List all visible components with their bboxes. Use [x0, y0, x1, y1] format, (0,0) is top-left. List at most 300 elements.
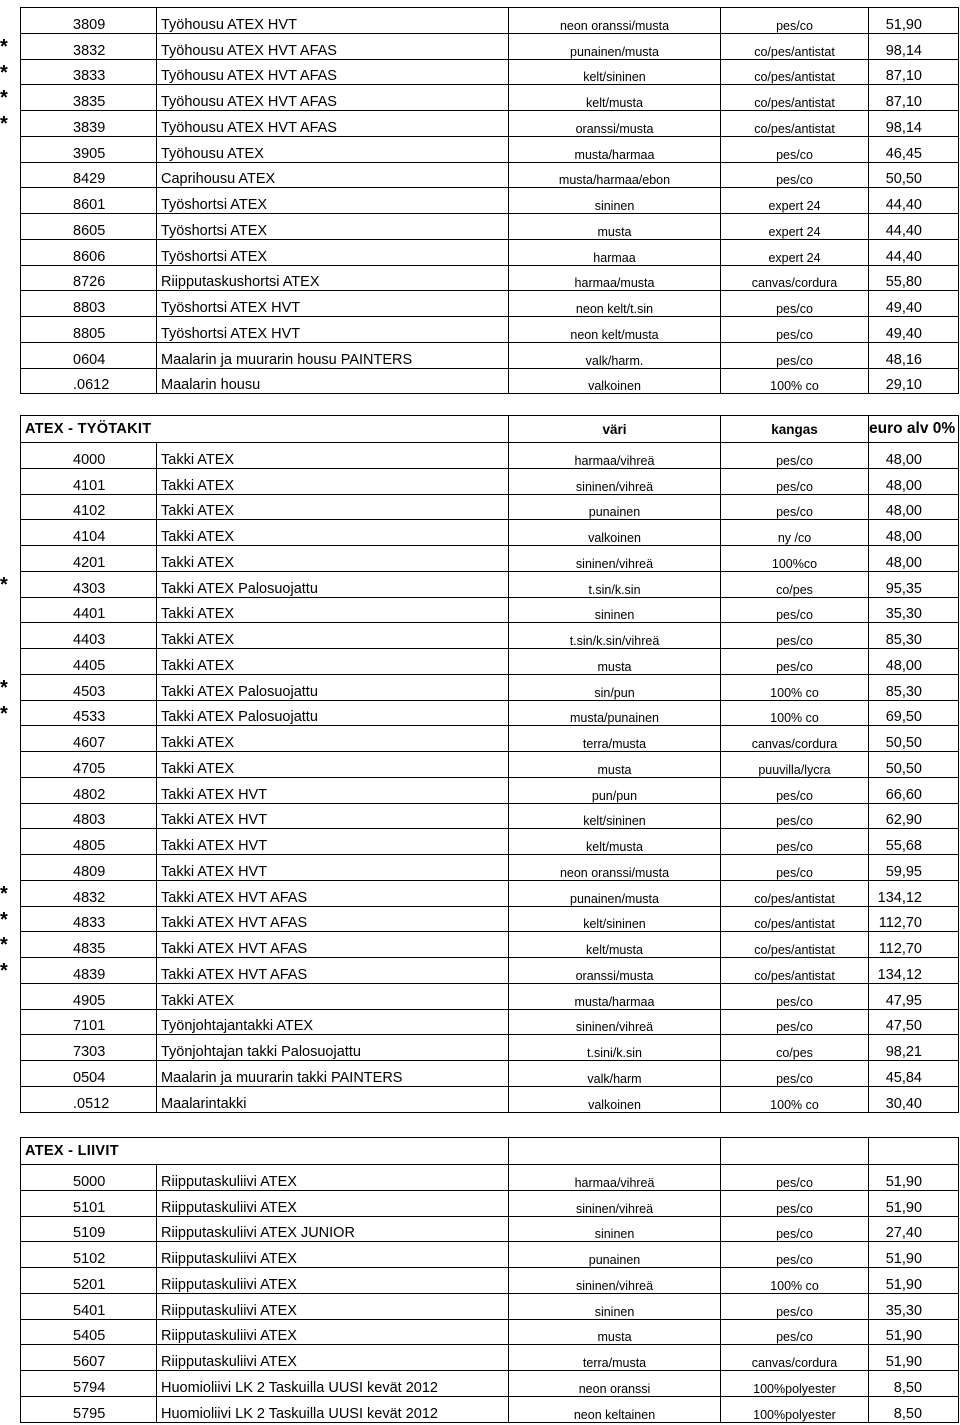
product-fabric: pes/co [721, 1293, 869, 1319]
product-color: musta [509, 649, 721, 675]
product-price: 112,70 [869, 932, 959, 958]
product-color: valk/harm. [509, 342, 721, 368]
star-marker: * [0, 676, 8, 699]
section-title: ATEX - TYÖTAKIT [21, 416, 509, 443]
table-row [21, 855, 959, 881]
product-price: 98,14 [869, 33, 959, 59]
product-fabric: expert 24 [721, 214, 869, 240]
table-row [21, 239, 959, 265]
product-code: 7303 [21, 1035, 157, 1061]
section-title: ATEX - LIIVIT [21, 1138, 509, 1165]
table-row [21, 136, 959, 162]
product-price: 45,84 [869, 1061, 959, 1087]
product-name: Takki ATEX [157, 726, 509, 752]
product-color: musta/punainen [509, 700, 721, 726]
product-code: 4839 [21, 958, 157, 984]
product-price: 51,90 [869, 1268, 959, 1294]
product-code: 4833 [21, 906, 157, 932]
product-fabric: pes/co [721, 983, 869, 1009]
product-name: Takki ATEX HVT [157, 829, 509, 855]
product-price: 29,10 [869, 368, 959, 394]
product-fabric: 100%co [721, 546, 869, 572]
product-name: Takki ATEX [157, 623, 509, 649]
product-price: 69,50 [869, 700, 959, 726]
table-row [21, 59, 959, 85]
product-name: Riipputaskuliivi ATEX [157, 1293, 509, 1319]
product-price: 44,40 [869, 188, 959, 214]
table-row [21, 880, 959, 906]
product-price: 49,40 [869, 291, 959, 317]
product-fabric: pes/co [721, 162, 869, 188]
product-name: Takki ATEX Palosuojattu [157, 571, 509, 597]
product-code: 4805 [21, 829, 157, 855]
product-code: 0604 [21, 342, 157, 368]
product-code: 4401 [21, 597, 157, 623]
star-marker: * [0, 61, 8, 84]
product-price: 62,90 [869, 803, 959, 829]
product-price: 48,00 [869, 520, 959, 546]
table-row [21, 958, 959, 984]
product-color: oranssi/musta [509, 958, 721, 984]
table-row [21, 214, 959, 240]
product-name: Työhousu ATEX HVT AFAS [157, 33, 509, 59]
product-name: Huomioliivi LK 2 Taskuilla UUSI kevät 2012 [157, 1371, 509, 1397]
product-color: neon keltainen [509, 1396, 721, 1422]
product-code: 4809 [21, 855, 157, 881]
product-name: Työhousu ATEX HVT [157, 8, 509, 34]
table-row [21, 726, 959, 752]
product-price: 51,90 [869, 8, 959, 34]
product-code: 0504 [21, 1061, 157, 1087]
product-code: 4533 [21, 700, 157, 726]
table-row [21, 906, 959, 932]
product-price: 51,90 [869, 1242, 959, 1268]
product-fabric: 100% co [721, 674, 869, 700]
product-code: 4104 [21, 520, 157, 546]
table-row [21, 649, 959, 675]
section-table-takit [20, 415, 959, 1113]
product-price: 51,90 [869, 1190, 959, 1216]
table-row [21, 85, 959, 111]
product-fabric: pes/co [721, 649, 869, 675]
product-name: Riipputaskuliivi ATEX [157, 1268, 509, 1294]
product-price: 98,14 [869, 111, 959, 137]
product-name: Riipputaskuliivi ATEX [157, 1242, 509, 1268]
product-color: neon kelt/t.sin [509, 291, 721, 317]
product-color: punainen [509, 1242, 721, 1268]
product-name: Työnjohtajantakki ATEX [157, 1009, 509, 1035]
product-name: Takki ATEX HVT AFAS [157, 906, 509, 932]
product-fabric: 100% co [721, 700, 869, 726]
table-row [21, 468, 959, 494]
product-code: 8726 [21, 265, 157, 291]
product-price: 51,90 [869, 1345, 959, 1371]
product-code: 3839 [21, 111, 157, 137]
product-code: 4000 [21, 443, 157, 469]
table-row [21, 983, 959, 1009]
product-code: 3832 [21, 33, 157, 59]
product-color: sin/pun [509, 674, 721, 700]
product-color: neon kelt/musta [509, 317, 721, 343]
product-name: Riipputaskuliivi ATEX [157, 1165, 509, 1191]
table-row [21, 162, 959, 188]
product-code: 4705 [21, 752, 157, 778]
table-row [21, 932, 959, 958]
table-row [21, 291, 959, 317]
product-name: Takki ATEX HVT AFAS [157, 932, 509, 958]
table-row [21, 317, 959, 343]
table-row [21, 571, 959, 597]
product-color: t.sini/k.sin [509, 1035, 721, 1061]
product-code: 4802 [21, 777, 157, 803]
product-name: Caprihousu ATEX [157, 162, 509, 188]
table-row [21, 494, 959, 520]
product-code: 4201 [21, 546, 157, 572]
product-fabric: 100% co [721, 1086, 869, 1112]
product-color: musta/harmaa [509, 136, 721, 162]
product-fabric: pes/co [721, 803, 869, 829]
product-name: Takki ATEX [157, 649, 509, 675]
product-color: valkoinen [509, 1086, 721, 1112]
product-price: 46,45 [869, 136, 959, 162]
product-color: sininen [509, 188, 721, 214]
product-fabric: pes/co [721, 494, 869, 520]
column-header-fabric [721, 1138, 869, 1165]
star-marker: * [0, 960, 8, 982]
product-fabric: canvas/cordura [721, 265, 869, 291]
product-color: kelt/musta [509, 85, 721, 111]
product-price: 98,21 [869, 1035, 959, 1061]
product-name: Työshortsi ATEX HVT [157, 291, 509, 317]
table-row [21, 111, 959, 137]
product-color: terra/musta [509, 726, 721, 752]
product-name: Takki ATEX HVT [157, 777, 509, 803]
table-row [21, 803, 959, 829]
column-header-price [869, 1138, 959, 1165]
product-name: Maalarin ja muurarin takki PAINTERS [157, 1061, 509, 1087]
table-row [21, 1396, 959, 1422]
product-price: 87,10 [869, 59, 959, 85]
product-code: 5607 [21, 1345, 157, 1371]
table-row [21, 700, 959, 726]
table-row [21, 546, 959, 572]
table-row [21, 1242, 959, 1268]
product-price: 134,12 [869, 880, 959, 906]
table-row [21, 33, 959, 59]
product-code: 7101 [21, 1009, 157, 1035]
product-name: Työhousu ATEX HVT AFAS [157, 111, 509, 137]
product-code: 5401 [21, 1293, 157, 1319]
product-fabric: canvas/cordura [721, 1345, 869, 1371]
product-code: 3835 [21, 85, 157, 111]
table-row [21, 597, 959, 623]
product-code: 5201 [21, 1268, 157, 1294]
product-fabric: pes/co [721, 777, 869, 803]
product-price: 8,50 [869, 1396, 959, 1422]
product-code: 5101 [21, 1190, 157, 1216]
product-name: Riipputaskushortsi ATEX [157, 265, 509, 291]
product-color: sininen/vihreä [509, 1009, 721, 1035]
product-code: 5795 [21, 1396, 157, 1422]
product-color: t.sin/k.sin/vihreä [509, 623, 721, 649]
table-row [21, 8, 959, 34]
table-row [21, 1086, 959, 1112]
star-marker: * [0, 35, 8, 58]
product-name: Työshortsi ATEX [157, 188, 509, 214]
column-header-fabric: kangas [721, 416, 869, 443]
product-name: Riipputaskuliivi ATEX [157, 1190, 509, 1216]
product-color: kelt/musta [509, 932, 721, 958]
product-fabric: pes/co [721, 1190, 869, 1216]
product-code: 3905 [21, 136, 157, 162]
product-code: 5405 [21, 1319, 157, 1345]
column-header-price: euro alv 0% [869, 416, 959, 443]
product-color: punainen/musta [509, 33, 721, 59]
product-fabric: pes/co [721, 623, 869, 649]
product-name: Takki ATEX [157, 468, 509, 494]
table-row [21, 752, 959, 778]
product-code: 8805 [21, 317, 157, 343]
product-color: valkoinen [509, 368, 721, 394]
product-name: Takki ATEX [157, 546, 509, 572]
product-name: Työnjohtajan takki Palosuojattu [157, 1035, 509, 1061]
product-fabric: puuvilla/lycra [721, 752, 869, 778]
product-name: Takki ATEX [157, 983, 509, 1009]
product-name: Riipputaskuliivi ATEX JUNIOR [157, 1216, 509, 1242]
product-price: 47,50 [869, 1009, 959, 1035]
section-table-liivit [20, 1137, 959, 1423]
product-price: 66,60 [869, 777, 959, 803]
product-name: Takki ATEX HVT [157, 855, 509, 881]
product-fabric: 100%polyester [721, 1396, 869, 1422]
product-name: Takki ATEX Palosuojattu [157, 674, 509, 700]
product-code: 5109 [21, 1216, 157, 1242]
product-price: 59,95 [869, 855, 959, 881]
product-code: 8803 [21, 291, 157, 317]
product-name: Takki ATEX Palosuojattu [157, 700, 509, 726]
product-name: Takki ATEX [157, 752, 509, 778]
product-code: 4303 [21, 571, 157, 597]
product-code: 4102 [21, 494, 157, 520]
product-code: 4101 [21, 468, 157, 494]
star-marker: * [0, 573, 8, 596]
product-name: Työshortsi ATEX HVT [157, 317, 509, 343]
table-row [21, 1216, 959, 1242]
product-name: Työshortsi ATEX [157, 214, 509, 240]
product-price: 30,40 [869, 1086, 959, 1112]
product-price: 44,40 [869, 239, 959, 265]
product-fabric: pes/co [721, 1319, 869, 1345]
product-price: 48,00 [869, 494, 959, 520]
column-header-color [509, 1138, 721, 1165]
table-row [21, 520, 959, 546]
product-color: terra/musta [509, 1345, 721, 1371]
product-price: 55,68 [869, 829, 959, 855]
product-color: punainen [509, 494, 721, 520]
star-marker: * [0, 702, 8, 725]
product-color: valkoinen [509, 520, 721, 546]
product-fabric: pes/co [721, 829, 869, 855]
product-code: 4832 [21, 880, 157, 906]
product-price: 50,50 [869, 752, 959, 778]
product-name: Takki ATEX HVT AFAS [157, 958, 509, 984]
table-row [21, 368, 959, 394]
product-price: 35,30 [869, 597, 959, 623]
product-code: 4803 [21, 803, 157, 829]
product-fabric: co/pes/antistat [721, 111, 869, 137]
table-row [21, 1371, 959, 1397]
product-code: 4607 [21, 726, 157, 752]
product-code: .0612 [21, 368, 157, 394]
table-row [21, 1190, 959, 1216]
product-price: 44,40 [869, 214, 959, 240]
product-fabric: expert 24 [721, 239, 869, 265]
product-fabric: canvas/cordura [721, 726, 869, 752]
product-color: neon oranssi/musta [509, 8, 721, 34]
product-color: sininen/vihreä [509, 468, 721, 494]
product-price: 55,80 [869, 265, 959, 291]
section-header [21, 1138, 959, 1165]
product-fabric: co/pes/antistat [721, 932, 869, 958]
product-fabric: pes/co [721, 443, 869, 469]
product-color: sininen [509, 1293, 721, 1319]
product-code: 5000 [21, 1165, 157, 1191]
product-color: musta [509, 1319, 721, 1345]
product-code: 8429 [21, 162, 157, 188]
product-name: Työhousu ATEX [157, 136, 509, 162]
product-color: punainen/musta [509, 880, 721, 906]
section-header [21, 416, 959, 443]
product-code: 8606 [21, 239, 157, 265]
product-fabric: pes/co [721, 8, 869, 34]
product-code: 8601 [21, 188, 157, 214]
table-row [21, 1293, 959, 1319]
product-code: 5102 [21, 1242, 157, 1268]
product-name: Takki ATEX HVT [157, 803, 509, 829]
product-color: sininen/vihreä [509, 546, 721, 572]
product-color: musta/harmaa/ebon [509, 162, 721, 188]
star-marker: * [0, 882, 8, 905]
product-code: 8605 [21, 214, 157, 240]
product-price: 27,40 [869, 1216, 959, 1242]
product-fabric: 100% co [721, 1268, 869, 1294]
product-fabric: pes/co [721, 855, 869, 881]
table-row [21, 1319, 959, 1345]
table-row [21, 1268, 959, 1294]
product-price: 134,12 [869, 958, 959, 984]
product-fabric: co/pes/antistat [721, 880, 869, 906]
product-fabric: co/pes/antistat [721, 85, 869, 111]
product-code: 3833 [21, 59, 157, 85]
product-name: Työhousu ATEX HVT AFAS [157, 85, 509, 111]
product-color: pun/pun [509, 777, 721, 803]
product-fabric: pes/co [721, 597, 869, 623]
product-color: neon oranssi [509, 1371, 721, 1397]
table-row [21, 443, 959, 469]
table-row [21, 342, 959, 368]
product-fabric: co/pes/antistat [721, 906, 869, 932]
product-name: Työshortsi ATEX [157, 239, 509, 265]
star-marker: * [0, 113, 8, 135]
product-color: sininen [509, 1216, 721, 1242]
table-row [21, 1165, 959, 1191]
column-header-color: väri [509, 416, 721, 443]
product-fabric: co/pes/antistat [721, 59, 869, 85]
product-name: Riipputaskuliivi ATEX [157, 1345, 509, 1371]
section-table-housut [20, 7, 959, 394]
product-price: 85,30 [869, 623, 959, 649]
product-fabric: pes/co [721, 136, 869, 162]
product-fabric: co/pes [721, 571, 869, 597]
product-color: sininen [509, 597, 721, 623]
product-fabric: co/pes [721, 1035, 869, 1061]
product-price: 51,90 [869, 1319, 959, 1345]
product-fabric: pes/co [721, 317, 869, 343]
product-code: 4405 [21, 649, 157, 675]
table-row [21, 1035, 959, 1061]
product-code: .0512 [21, 1086, 157, 1112]
product-code: 4835 [21, 932, 157, 958]
product-color: kelt/musta [509, 829, 721, 855]
product-price: 49,40 [869, 317, 959, 343]
product-code: 4905 [21, 983, 157, 1009]
product-name: Maalarin housu [157, 368, 509, 394]
product-name: Takki ATEX HVT AFAS [157, 880, 509, 906]
product-price: 35,30 [869, 1293, 959, 1319]
table-row [21, 829, 959, 855]
product-price: 112,70 [869, 906, 959, 932]
product-price: 50,50 [869, 726, 959, 752]
product-fabric: co/pes/antistat [721, 958, 869, 984]
star-marker: * [0, 934, 8, 957]
table-row [21, 777, 959, 803]
product-price: 85,30 [869, 674, 959, 700]
product-name: Takki ATEX [157, 597, 509, 623]
product-price: 87,10 [869, 85, 959, 111]
product-name: Takki ATEX [157, 494, 509, 520]
product-fabric: pes/co [721, 1009, 869, 1035]
product-code: 5794 [21, 1371, 157, 1397]
table-row [21, 188, 959, 214]
product-fabric: pes/co [721, 342, 869, 368]
table-row [21, 265, 959, 291]
star-marker: * [0, 87, 8, 110]
product-color: musta [509, 752, 721, 778]
product-fabric: pes/co [721, 1242, 869, 1268]
star-marker: * [0, 908, 8, 931]
product-fabric: ny /co [721, 520, 869, 546]
product-fabric: pes/co [721, 1165, 869, 1191]
product-fabric: pes/co [721, 291, 869, 317]
product-name: Riipputaskuliivi ATEX [157, 1319, 509, 1345]
table-row [21, 1009, 959, 1035]
product-color: sininen/vihreä [509, 1190, 721, 1216]
table-row [21, 674, 959, 700]
product-code: 3809 [21, 8, 157, 34]
product-color: harmaa/vihreä [509, 1165, 721, 1191]
product-price: 47,95 [869, 983, 959, 1009]
product-price: 95,35 [869, 571, 959, 597]
table-row [21, 1345, 959, 1371]
product-fabric: expert 24 [721, 188, 869, 214]
product-color: kelt/sininen [509, 803, 721, 829]
product-fabric: pes/co [721, 1061, 869, 1087]
product-fabric: 100% co [721, 368, 869, 394]
product-fabric: pes/co [721, 1216, 869, 1242]
product-color: harmaa/vihreä [509, 443, 721, 469]
product-price: 48,00 [869, 649, 959, 675]
product-color: t.sin/k.sin [509, 571, 721, 597]
